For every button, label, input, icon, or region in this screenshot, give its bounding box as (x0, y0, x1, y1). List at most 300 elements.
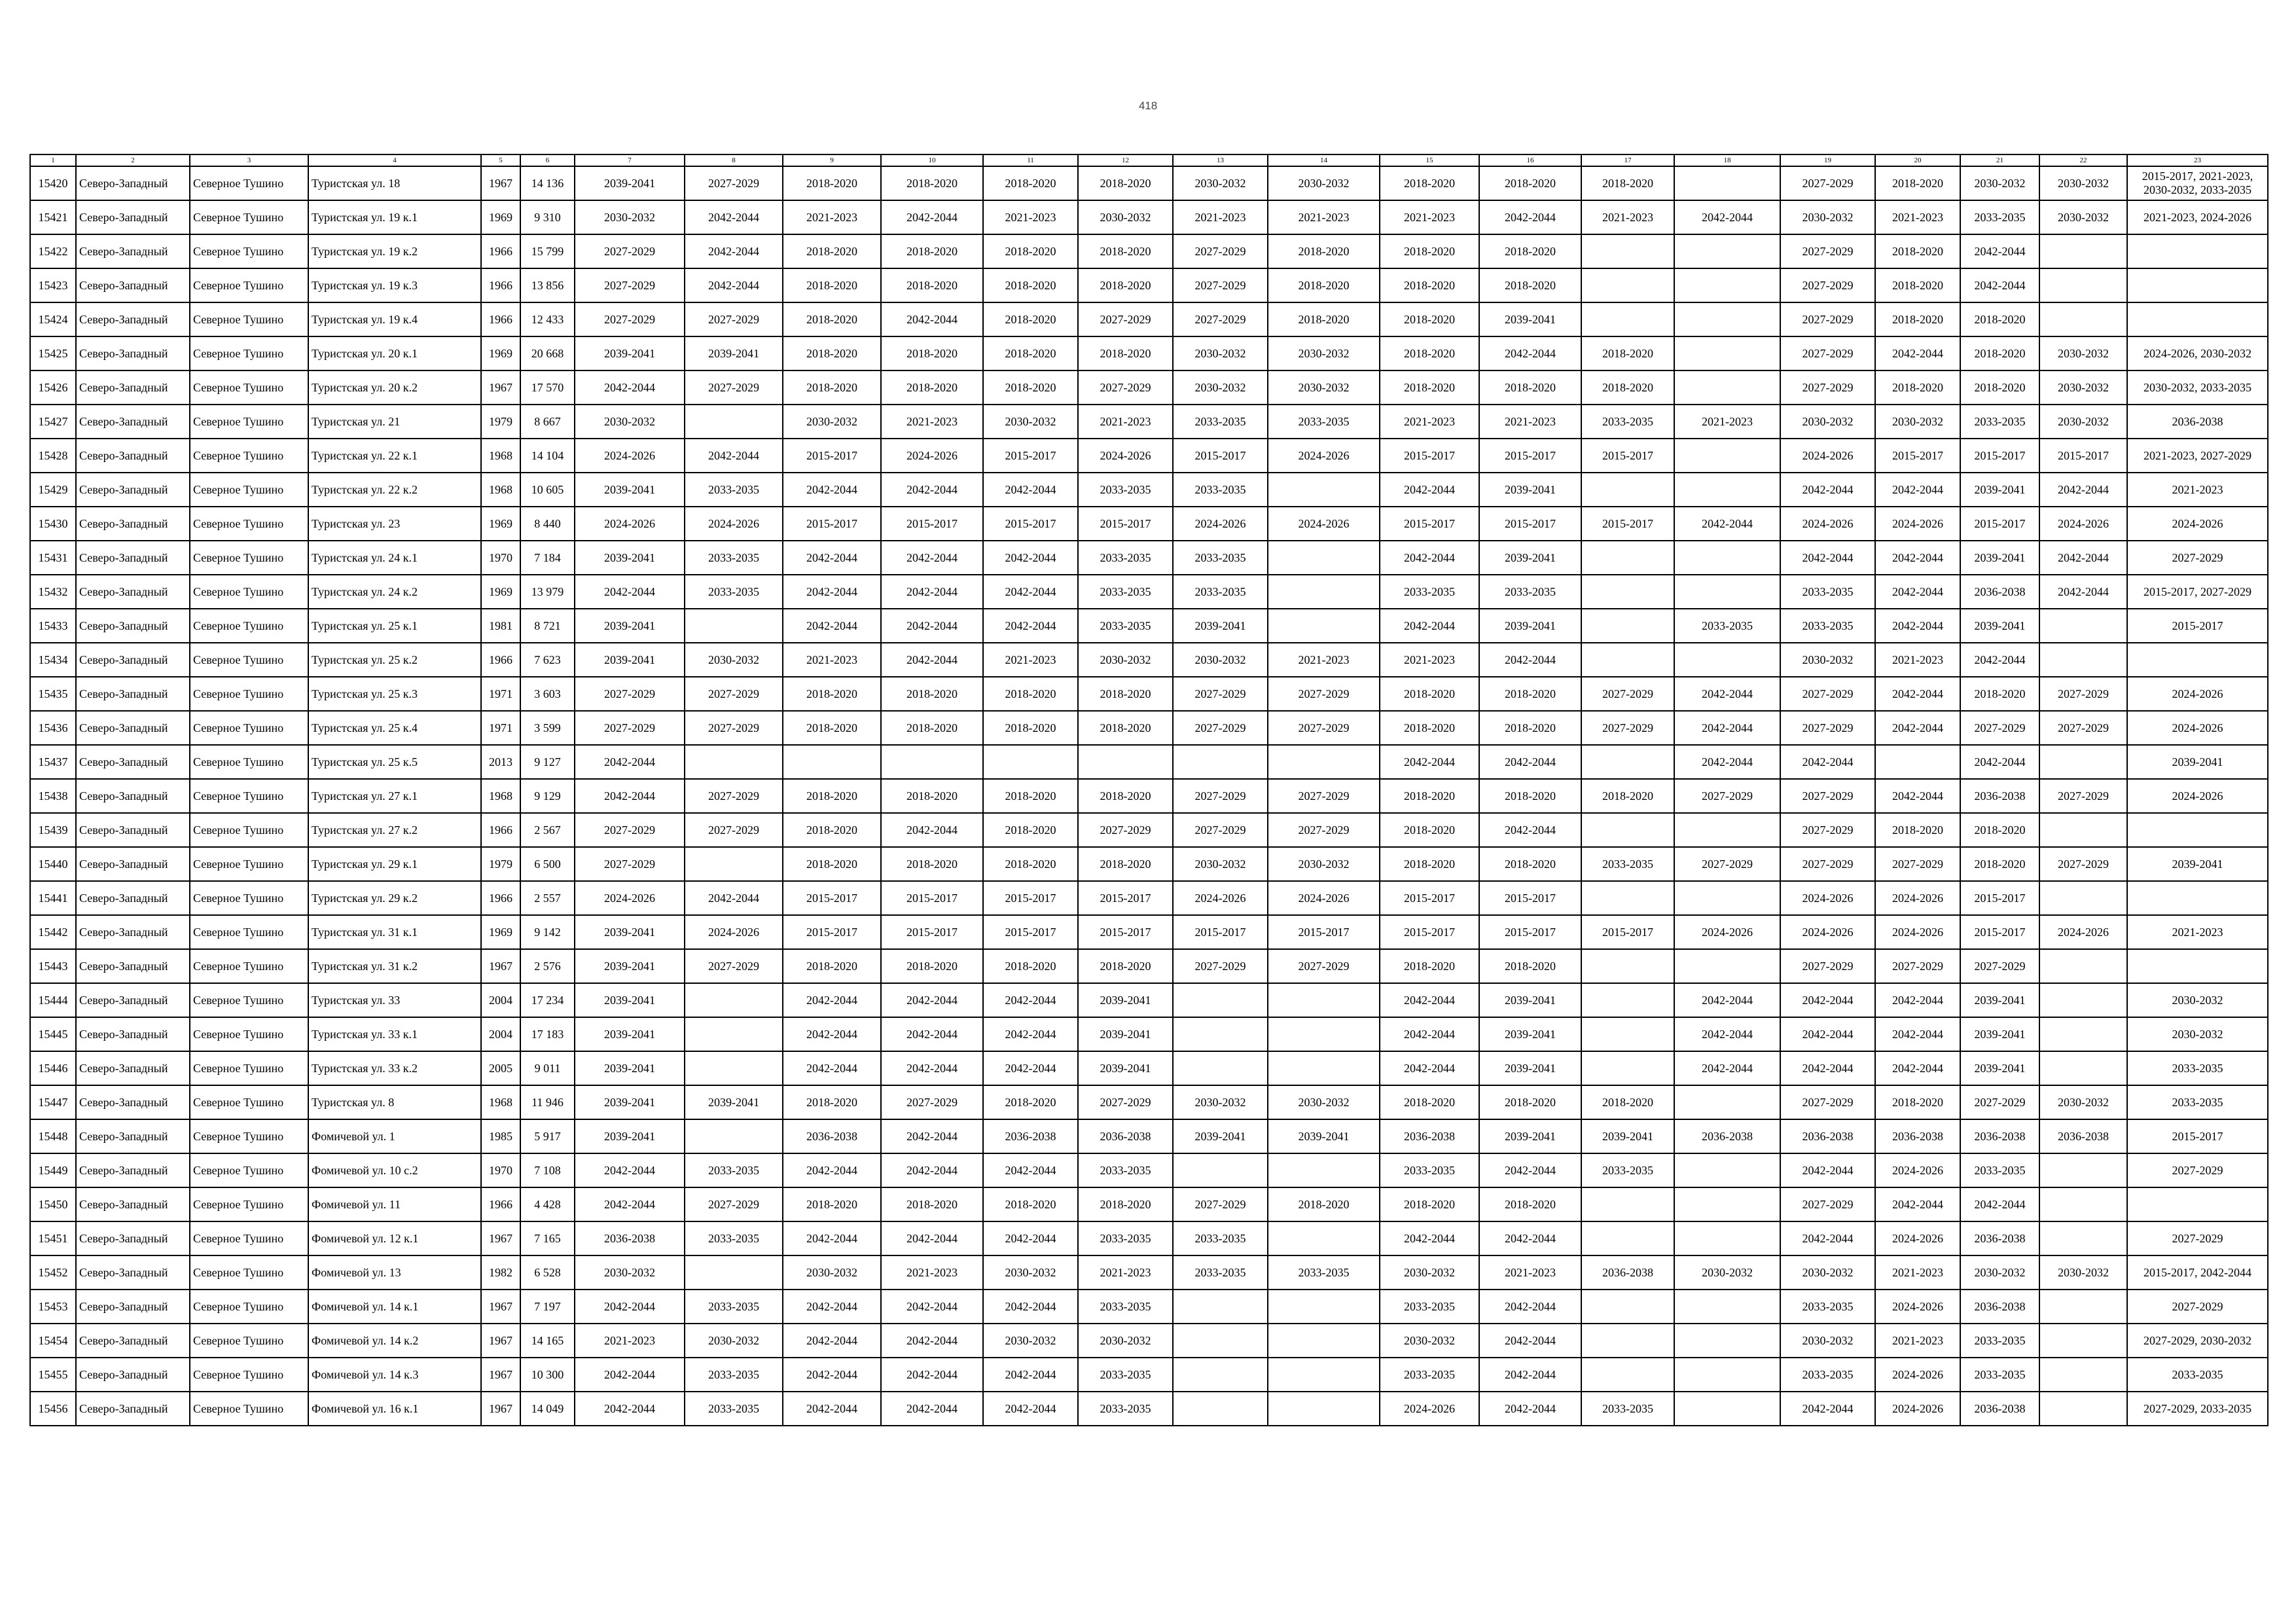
cell-period-col-15: 2042-2044 (1380, 1017, 1479, 1051)
cell-area: Северное Тушино (190, 1153, 308, 1187)
cell-period-col-7: 2039-2041 (575, 1051, 685, 1085)
cell-period-col-17: 2021-2023 (1581, 200, 1674, 234)
cell-year-built: 1967 (481, 1221, 520, 1255)
cell-floor-area: 2 576 (520, 949, 575, 983)
cell-period-col-19: 2024-2026 (1780, 439, 1875, 473)
cell-period-col-16: 2018-2020 (1479, 711, 1581, 745)
column-number-22: 22 (2039, 154, 2127, 166)
cell-period-col-10: 2042-2044 (881, 575, 983, 609)
cell-period-col-16: 2042-2044 (1479, 813, 1581, 847)
cell-row-id: 15444 (30, 983, 76, 1017)
cell-period-col-12: 2039-2041 (1078, 1017, 1173, 1051)
column-number-2: 2 (76, 154, 190, 166)
cell-address: Туристская ул. 25 к.3 (308, 677, 481, 711)
cell-floor-area: 6 500 (520, 847, 575, 881)
cell-period-col-12: 2021-2023 (1078, 405, 1173, 439)
cell-period-col-23: 2027-2029 (2127, 1153, 2268, 1187)
cell-period-col-23: 2024-2026 (2127, 677, 2268, 711)
cell-period-col-16: 2042-2044 (1479, 336, 1581, 370)
cell-period-col-9: 2042-2044 (783, 1358, 881, 1392)
cell-period-col-14: 2039-2041 (1268, 1119, 1380, 1153)
cell-period-col-21: 2018-2020 (1960, 370, 2039, 405)
cell-period-col-9: 2042-2044 (783, 1153, 881, 1187)
cell-period-col-17 (1581, 1187, 1674, 1221)
cell-row-id: 15430 (30, 507, 76, 541)
cell-period-col-7: 2042-2044 (575, 779, 685, 813)
cell-floor-area: 10 300 (520, 1358, 575, 1392)
cell-district: Северо-Западный (76, 1221, 190, 1255)
cell-period-col-20: 2042-2044 (1875, 609, 1960, 643)
cell-period-col-8: 2042-2044 (685, 881, 783, 915)
cell-period-col-13: 2024-2026 (1173, 507, 1268, 541)
cell-period-col-13 (1173, 1017, 1268, 1051)
cell-area: Северное Тушино (190, 711, 308, 745)
cell-area: Северное Тушино (190, 336, 308, 370)
cell-period-col-15: 2018-2020 (1380, 847, 1479, 881)
cell-address: Туристская ул. 25 к.1 (308, 609, 481, 643)
cell-period-col-18: 2042-2044 (1674, 200, 1780, 234)
cell-period-col-13: 2027-2029 (1173, 1187, 1268, 1221)
cell-period-col-12: 2033-2035 (1078, 609, 1173, 643)
cell-district: Северо-Западный (76, 1324, 190, 1358)
cell-period-col-7: 2039-2041 (575, 609, 685, 643)
cell-period-col-20: 2024-2026 (1875, 915, 1960, 949)
cell-period-col-10: 2042-2044 (881, 1392, 983, 1426)
cell-period-col-8: 2033-2035 (685, 1153, 783, 1187)
cell-period-col-14: 2024-2026 (1268, 439, 1380, 473)
cell-period-col-7: 2042-2044 (575, 1153, 685, 1187)
cell-period-col-20: 2018-2020 (1875, 370, 1960, 405)
cell-period-col-13 (1173, 745, 1268, 779)
cell-period-col-13: 2030-2032 (1173, 643, 1268, 677)
cell-floor-area: 17 234 (520, 983, 575, 1017)
cell-period-col-20: 2042-2044 (1875, 336, 1960, 370)
cell-period-col-19: 2042-2044 (1780, 473, 1875, 507)
table-body (30, 166, 2268, 1426)
cell-period-col-20: 2024-2026 (1875, 881, 1960, 915)
table-row (30, 1392, 2268, 1426)
cell-period-col-14: 2015-2017 (1268, 915, 1380, 949)
cell-period-col-8: 2039-2041 (685, 336, 783, 370)
cell-address: Туристская ул. 20 к.1 (308, 336, 481, 370)
cell-period-col-12: 2018-2020 (1078, 268, 1173, 302)
cell-period-col-21: 2033-2035 (1960, 1324, 2039, 1358)
cell-district: Северо-Западный (76, 677, 190, 711)
cell-row-id: 15428 (30, 439, 76, 473)
column-number-7: 7 (575, 154, 685, 166)
cell-period-col-20: 2021-2023 (1875, 643, 1960, 677)
cell-period-col-21: 2042-2044 (1960, 268, 2039, 302)
cell-period-col-22 (2039, 268, 2127, 302)
cell-period-col-23 (2127, 813, 2268, 847)
table-row (30, 1324, 2268, 1358)
cell-period-col-9: 2015-2017 (783, 915, 881, 949)
cell-period-col-7: 2042-2044 (575, 1290, 685, 1324)
cell-row-id: 15426 (30, 370, 76, 405)
cell-period-col-11 (983, 745, 1078, 779)
cell-period-col-19: 2042-2044 (1780, 1392, 1875, 1426)
cell-period-col-10: 2042-2044 (881, 200, 983, 234)
cell-period-col-13: 2030-2032 (1173, 370, 1268, 405)
table-row (30, 745, 2268, 779)
cell-period-col-20: 2027-2029 (1875, 847, 1960, 881)
cell-period-col-10: 2021-2023 (881, 405, 983, 439)
cell-period-col-22: 2024-2026 (2039, 915, 2127, 949)
cell-period-col-18 (1674, 1221, 1780, 1255)
cell-period-col-16: 2018-2020 (1479, 1085, 1581, 1119)
cell-period-col-8: 2027-2029 (685, 813, 783, 847)
cell-year-built: 1981 (481, 609, 520, 643)
cell-year-built: 1971 (481, 677, 520, 711)
table-row (30, 813, 2268, 847)
cell-floor-area: 8 721 (520, 609, 575, 643)
cell-period-col-21: 2018-2020 (1960, 813, 2039, 847)
cell-period-col-18 (1674, 1187, 1780, 1221)
cell-period-col-19: 2030-2032 (1780, 200, 1875, 234)
cell-area: Северное Тушино (190, 881, 308, 915)
cell-area: Северное Тушино (190, 1324, 308, 1358)
cell-period-col-8: 2027-2029 (685, 677, 783, 711)
cell-period-col-19: 2033-2035 (1780, 609, 1875, 643)
cell-period-col-19: 2030-2032 (1780, 405, 1875, 439)
cell-period-col-10: 2021-2023 (881, 1255, 983, 1290)
cell-period-col-14 (1268, 1358, 1380, 1392)
table-row (30, 200, 2268, 234)
cell-row-id: 15437 (30, 745, 76, 779)
cell-area: Северное Тушино (190, 166, 308, 200)
cell-period-col-7: 2039-2041 (575, 473, 685, 507)
cell-period-col-11: 2018-2020 (983, 370, 1078, 405)
cell-period-col-16: 2021-2023 (1479, 1255, 1581, 1290)
column-number-14: 14 (1268, 154, 1380, 166)
cell-period-col-15: 2018-2020 (1380, 779, 1479, 813)
cell-period-col-14: 2033-2035 (1268, 405, 1380, 439)
cell-period-col-12: 2039-2041 (1078, 1051, 1173, 1085)
cell-area: Северное Тушино (190, 1255, 308, 1290)
cell-district: Северо-Западный (76, 915, 190, 949)
cell-period-col-23: 2015-2017, 2021-2023, 2030-2032, 2033-2035 (2127, 166, 2268, 200)
cell-row-id: 15445 (30, 1017, 76, 1051)
cell-period-col-17: 2033-2035 (1581, 405, 1674, 439)
table-row (30, 541, 2268, 575)
column-number-19: 19 (1780, 154, 1875, 166)
cell-period-col-23: 2039-2041 (2127, 847, 2268, 881)
cell-period-col-14: 2027-2029 (1268, 779, 1380, 813)
cell-period-col-7: 2027-2029 (575, 268, 685, 302)
cell-period-col-7: 2039-2041 (575, 983, 685, 1017)
cell-row-id: 15451 (30, 1221, 76, 1255)
cell-period-col-15: 2036-2038 (1380, 1119, 1479, 1153)
cell-period-col-13 (1173, 1051, 1268, 1085)
cell-period-col-9: 2018-2020 (783, 268, 881, 302)
cell-period-col-22: 2030-2032 (2039, 336, 2127, 370)
cell-period-col-7: 2030-2032 (575, 200, 685, 234)
cell-period-col-17: 2018-2020 (1581, 336, 1674, 370)
cell-area: Северное Тушино (190, 302, 308, 336)
table-row (30, 609, 2268, 643)
cell-area: Северное Тушино (190, 507, 308, 541)
cell-period-col-12: 2030-2032 (1078, 200, 1173, 234)
cell-period-col-23 (2127, 643, 2268, 677)
cell-period-col-23: 2021-2023 (2127, 473, 2268, 507)
cell-period-col-20: 2024-2026 (1875, 507, 1960, 541)
cell-district: Северо-Западный (76, 1358, 190, 1392)
cell-period-col-9: 2018-2020 (783, 234, 881, 268)
cell-period-col-21: 2042-2044 (1960, 1187, 2039, 1221)
cell-period-col-7: 2039-2041 (575, 1119, 685, 1153)
cell-year-built: 1967 (481, 949, 520, 983)
cell-period-col-10: 2027-2029 (881, 1085, 983, 1119)
cell-period-col-16: 2015-2017 (1479, 881, 1581, 915)
column-number-4: 4 (308, 154, 481, 166)
cell-period-col-8: 2027-2029 (685, 1187, 783, 1221)
cell-period-col-9: 2018-2020 (783, 1085, 881, 1119)
cell-period-col-15: 2018-2020 (1380, 677, 1479, 711)
cell-period-col-21: 2030-2032 (1960, 1255, 2039, 1290)
cell-address: Туристская ул. 31 к.2 (308, 949, 481, 983)
cell-period-col-7: 2036-2038 (575, 1221, 685, 1255)
cell-period-col-23: 2027-2029 (2127, 1290, 2268, 1324)
cell-period-col-12: 2039-2041 (1078, 983, 1173, 1017)
cell-period-col-19: 2030-2032 (1780, 643, 1875, 677)
cell-period-col-22 (2039, 881, 2127, 915)
cell-period-col-15: 2018-2020 (1380, 1187, 1479, 1221)
column-number-8: 8 (685, 154, 783, 166)
cell-period-col-12: 2015-2017 (1078, 915, 1173, 949)
cell-period-col-22: 2030-2032 (2039, 370, 2127, 405)
cell-period-col-10: 2042-2044 (881, 1324, 983, 1358)
cell-floor-area: 9 011 (520, 1051, 575, 1085)
cell-period-col-9: 2018-2020 (783, 779, 881, 813)
cell-area: Северное Тушино (190, 949, 308, 983)
cell-period-col-13: 2030-2032 (1173, 166, 1268, 200)
cell-period-col-13: 2033-2035 (1173, 405, 1268, 439)
page-number: 418 (1138, 99, 1158, 112)
cell-period-col-16: 2018-2020 (1479, 847, 1581, 881)
cell-area: Северное Тушино (190, 677, 308, 711)
cell-floor-area: 2 557 (520, 881, 575, 915)
cell-period-col-18 (1674, 370, 1780, 405)
cell-year-built: 1985 (481, 1119, 520, 1153)
cell-address: Туристская ул. 27 к.1 (308, 779, 481, 813)
cell-district: Северо-Западный (76, 302, 190, 336)
cell-year-built: 1968 (481, 1085, 520, 1119)
cell-period-col-19: 2027-2029 (1780, 847, 1875, 881)
cell-period-col-19: 2042-2044 (1780, 541, 1875, 575)
cell-period-col-9: 2042-2044 (783, 1017, 881, 1051)
table-row (30, 949, 2268, 983)
cell-period-col-12: 2036-2038 (1078, 1119, 1173, 1153)
cell-period-col-17: 2033-2035 (1581, 1392, 1674, 1426)
column-number-18: 18 (1674, 154, 1780, 166)
cell-period-col-22 (2039, 1392, 2127, 1426)
cell-period-col-11: 2042-2044 (983, 983, 1078, 1017)
cell-period-col-16: 2018-2020 (1479, 234, 1581, 268)
cell-period-col-9: 2042-2044 (783, 473, 881, 507)
cell-period-col-14: 2027-2029 (1268, 677, 1380, 711)
cell-period-col-20: 2042-2044 (1875, 983, 1960, 1017)
cell-year-built: 1966 (481, 234, 520, 268)
cell-district: Северо-Западный (76, 507, 190, 541)
cell-period-col-11: 2018-2020 (983, 1187, 1078, 1221)
cell-period-col-15: 2018-2020 (1380, 234, 1479, 268)
cell-row-id: 15441 (30, 881, 76, 915)
cell-period-col-23: 2024-2026 (2127, 507, 2268, 541)
cell-period-col-14: 2018-2020 (1268, 1187, 1380, 1221)
cell-district: Северо-Западный (76, 1085, 190, 1119)
cell-period-col-23 (2127, 268, 2268, 302)
cell-year-built: 1967 (481, 370, 520, 405)
cell-period-col-16: 2042-2044 (1479, 1358, 1581, 1392)
cell-period-col-13: 2015-2017 (1173, 915, 1268, 949)
cell-period-col-21: 2039-2041 (1960, 1051, 2039, 1085)
cell-row-id: 15434 (30, 643, 76, 677)
table-row (30, 1085, 2268, 1119)
cell-period-col-8: 2033-2035 (685, 1392, 783, 1426)
cell-row-id: 15431 (30, 541, 76, 575)
cell-period-col-15: 2042-2044 (1380, 983, 1479, 1017)
cell-period-col-10: 2042-2044 (881, 1051, 983, 1085)
cell-period-col-17: 2018-2020 (1581, 779, 1674, 813)
cell-period-col-8 (685, 983, 783, 1017)
cell-period-col-11: 2042-2044 (983, 1221, 1078, 1255)
table-row (30, 1255, 2268, 1290)
cell-period-col-16: 2039-2041 (1479, 302, 1581, 336)
cell-period-col-13: 2039-2041 (1173, 609, 1268, 643)
cell-period-col-12: 2018-2020 (1078, 166, 1173, 200)
cell-period-col-21: 2042-2044 (1960, 234, 2039, 268)
cell-period-col-17: 2033-2035 (1581, 847, 1674, 881)
cell-period-col-10: 2015-2017 (881, 915, 983, 949)
cell-period-col-11: 2030-2032 (983, 1324, 1078, 1358)
cell-period-col-22: 2030-2032 (2039, 405, 2127, 439)
cell-period-col-14 (1268, 541, 1380, 575)
cell-period-col-8 (685, 609, 783, 643)
column-number-17: 17 (1581, 154, 1674, 166)
cell-period-col-22 (2039, 813, 2127, 847)
cell-period-col-11: 2042-2044 (983, 1290, 1078, 1324)
cell-district: Северо-Западный (76, 813, 190, 847)
cell-period-col-13 (1173, 983, 1268, 1017)
cell-period-col-13 (1173, 1358, 1268, 1392)
cell-period-col-21: 2036-2038 (1960, 1392, 2039, 1426)
cell-period-col-23: 2015-2017 (2127, 609, 2268, 643)
cell-period-col-7: 2027-2029 (575, 234, 685, 268)
cell-period-col-21: 2039-2041 (1960, 1017, 2039, 1051)
cell-period-col-20: 2036-2038 (1875, 1119, 1960, 1153)
cell-period-col-15: 2015-2017 (1380, 439, 1479, 473)
cell-period-col-14 (1268, 1324, 1380, 1358)
cell-period-col-15: 2018-2020 (1380, 949, 1479, 983)
cell-year-built: 1979 (481, 405, 520, 439)
cell-period-col-15: 2018-2020 (1380, 370, 1479, 405)
cell-period-col-8: 2027-2029 (685, 370, 783, 405)
cell-row-id: 15449 (30, 1153, 76, 1187)
cell-period-col-23: 2030-2032, 2033-2035 (2127, 370, 2268, 405)
cell-period-col-22: 2030-2032 (2039, 1085, 2127, 1119)
cell-period-col-23: 2033-2035 (2127, 1051, 2268, 1085)
column-number-12: 12 (1078, 154, 1173, 166)
cell-period-col-10: 2018-2020 (881, 370, 983, 405)
repair-schedule-table (29, 154, 2269, 1426)
cell-floor-area: 7 184 (520, 541, 575, 575)
cell-period-col-19: 2027-2029 (1780, 166, 1875, 200)
cell-floor-area: 14 136 (520, 166, 575, 200)
cell-period-col-23 (2127, 302, 2268, 336)
column-number-23: 23 (2127, 154, 2268, 166)
cell-period-col-18 (1674, 1153, 1780, 1187)
cell-year-built: 2004 (481, 1017, 520, 1051)
cell-period-col-7: 2021-2023 (575, 1324, 685, 1358)
cell-period-col-19: 2033-2035 (1780, 575, 1875, 609)
cell-period-col-9: 2015-2017 (783, 881, 881, 915)
cell-period-col-18: 2030-2032 (1674, 1255, 1780, 1290)
table-row (30, 1358, 2268, 1392)
cell-period-col-19: 2042-2044 (1780, 1051, 1875, 1085)
cell-period-col-17 (1581, 268, 1674, 302)
cell-period-col-15: 2042-2044 (1380, 745, 1479, 779)
cell-period-col-9: 2018-2020 (783, 1187, 881, 1221)
cell-period-col-11: 2042-2044 (983, 1392, 1078, 1426)
cell-year-built: 1968 (481, 779, 520, 813)
cell-floor-area: 13 979 (520, 575, 575, 609)
cell-period-col-16: 2039-2041 (1479, 1051, 1581, 1085)
cell-row-id: 15436 (30, 711, 76, 745)
cell-period-col-7: 2042-2044 (575, 745, 685, 779)
cell-period-col-17 (1581, 1221, 1674, 1255)
cell-address: Туристская ул. 22 к.1 (308, 439, 481, 473)
cell-period-col-18 (1674, 268, 1780, 302)
cell-period-col-14: 2030-2032 (1268, 847, 1380, 881)
cell-period-col-23 (2127, 881, 2268, 915)
cell-period-col-17 (1581, 813, 1674, 847)
cell-period-col-21: 2018-2020 (1960, 677, 2039, 711)
cell-period-col-12: 2027-2029 (1078, 370, 1173, 405)
cell-period-col-16: 2039-2041 (1479, 1119, 1581, 1153)
cell-period-col-14 (1268, 473, 1380, 507)
cell-period-col-16: 2018-2020 (1479, 677, 1581, 711)
cell-floor-area: 3 603 (520, 677, 575, 711)
cell-period-col-8: 2033-2035 (685, 1358, 783, 1392)
cell-period-col-11: 2015-2017 (983, 507, 1078, 541)
cell-period-col-8: 2030-2032 (685, 1324, 783, 1358)
cell-period-col-22: 2030-2032 (2039, 166, 2127, 200)
cell-address: Фомичевой ул. 11 (308, 1187, 481, 1221)
cell-period-col-21: 2033-2035 (1960, 405, 2039, 439)
cell-district: Северо-Западный (76, 1255, 190, 1290)
cell-period-col-23: 2030-2032 (2127, 983, 2268, 1017)
cell-period-col-21: 2015-2017 (1960, 507, 2039, 541)
column-number-6: 6 (520, 154, 575, 166)
cell-period-col-12: 2018-2020 (1078, 949, 1173, 983)
cell-period-col-14: 2018-2020 (1268, 234, 1380, 268)
cell-period-col-22: 2015-2017 (2039, 439, 2127, 473)
cell-floor-area: 7 197 (520, 1290, 575, 1324)
cell-period-col-14: 2030-2032 (1268, 370, 1380, 405)
cell-period-col-21: 2036-2038 (1960, 575, 2039, 609)
cell-period-col-21: 2042-2044 (1960, 745, 2039, 779)
cell-district: Северо-Западный (76, 779, 190, 813)
cell-period-col-11: 2042-2044 (983, 1051, 1078, 1085)
cell-period-col-23: 2024-2026 (2127, 711, 2268, 745)
cell-period-col-22: 2036-2038 (2039, 1119, 2127, 1153)
cell-period-col-15: 2015-2017 (1380, 881, 1479, 915)
cell-period-col-8: 2024-2026 (685, 915, 783, 949)
cell-period-col-8 (685, 1119, 783, 1153)
cell-period-col-7: 2024-2026 (575, 881, 685, 915)
cell-period-col-22: 2027-2029 (2039, 779, 2127, 813)
cell-period-col-13: 2039-2041 (1173, 1119, 1268, 1153)
